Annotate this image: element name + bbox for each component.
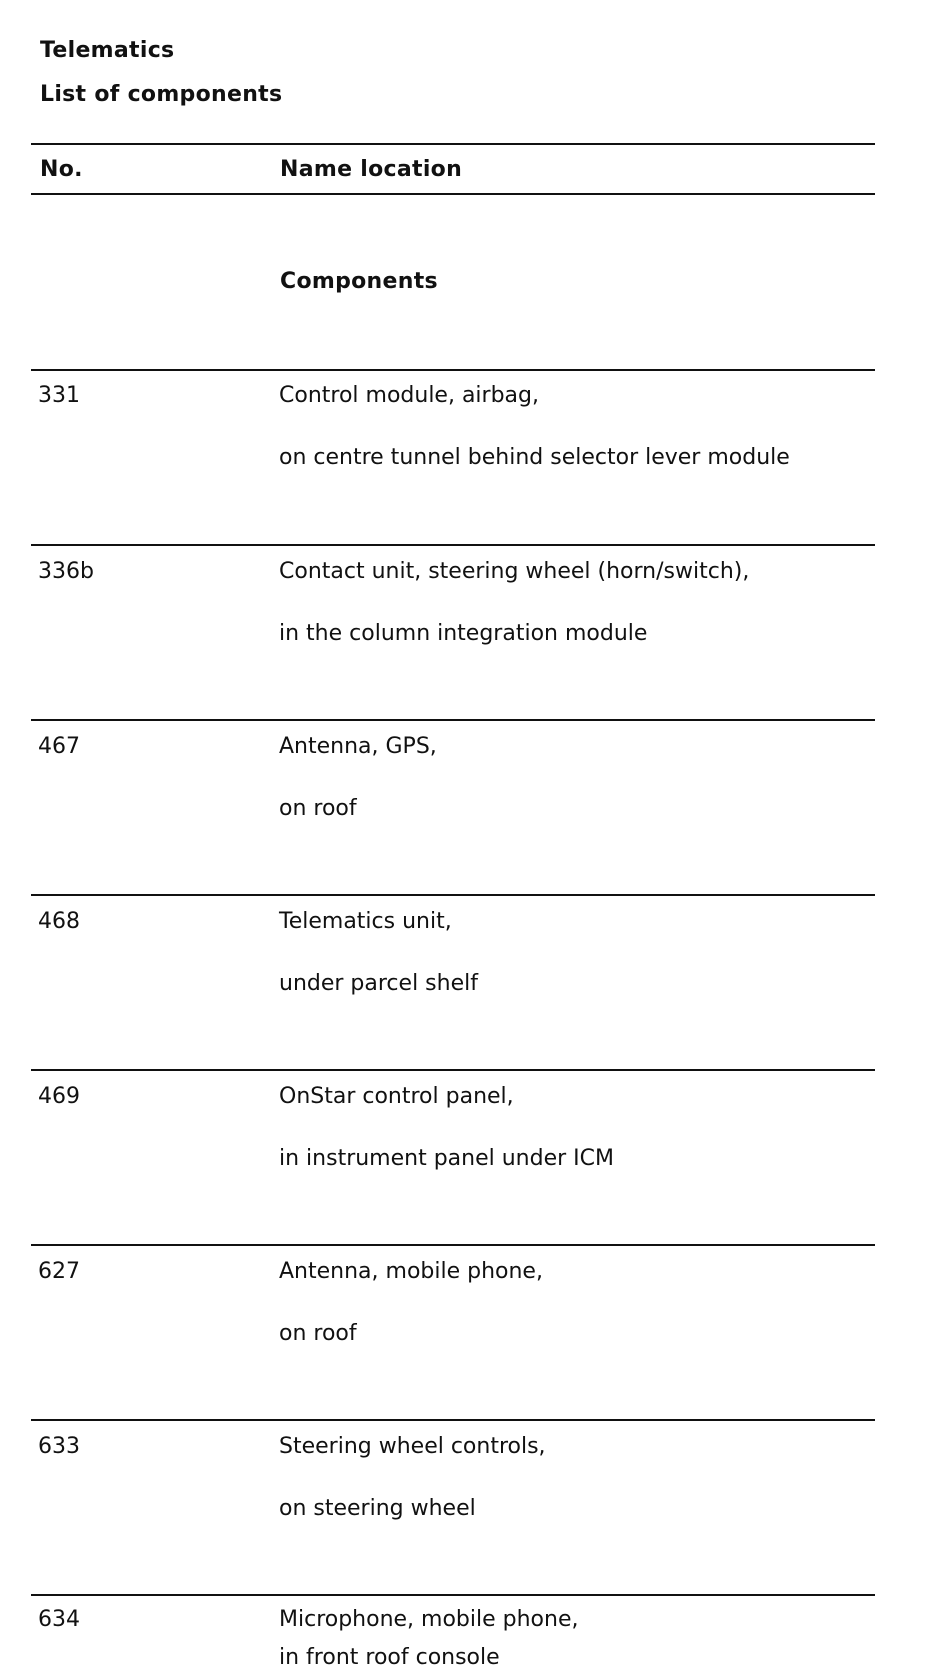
row-divider bbox=[31, 719, 875, 721]
row-divider bbox=[31, 1244, 875, 1246]
table-header-rule bbox=[31, 193, 875, 195]
document-subtitle: List of components bbox=[40, 82, 283, 107]
row-number: 331 bbox=[38, 383, 80, 408]
row-component-location: on roof bbox=[279, 796, 357, 821]
row-component-location: in front roof console bbox=[279, 1645, 500, 1670]
row-component-location: under parcel shelf bbox=[279, 971, 478, 996]
table-top-rule bbox=[31, 143, 875, 145]
row-component-location: on roof bbox=[279, 1321, 357, 1346]
row-divider bbox=[31, 1069, 875, 1071]
row-component-location: on centre tunnel behind selector lever module bbox=[279, 445, 790, 470]
row-number: 467 bbox=[38, 734, 80, 759]
row-component-name: Control module, airbag, bbox=[279, 383, 539, 408]
section-heading: Components bbox=[280, 269, 438, 294]
row-component-name: Antenna, GPS, bbox=[279, 734, 437, 759]
row-number: 469 bbox=[38, 1084, 80, 1109]
column-header-name-location: Name location bbox=[280, 157, 463, 182]
row-divider bbox=[31, 1419, 875, 1421]
row-number: 634 bbox=[38, 1607, 80, 1632]
row-component-name: Telematics unit, bbox=[279, 909, 452, 934]
document-title: Telematics bbox=[40, 38, 175, 63]
row-component-location: in the column integration module bbox=[279, 621, 648, 646]
row-component-name: Steering wheel controls, bbox=[279, 1434, 546, 1459]
row-number: 336b bbox=[38, 559, 94, 584]
row-component-location: on steering wheel bbox=[279, 1496, 476, 1521]
column-header-no: No. bbox=[40, 157, 83, 182]
row-number: 468 bbox=[38, 909, 80, 934]
row-divider bbox=[31, 894, 875, 896]
row-divider bbox=[31, 1594, 875, 1596]
row-divider bbox=[31, 369, 875, 371]
row-component-name: Contact unit, steering wheel (horn/switch), bbox=[279, 559, 750, 584]
row-number: 627 bbox=[38, 1259, 80, 1284]
row-component-name: OnStar control panel, bbox=[279, 1084, 514, 1109]
row-number: 633 bbox=[38, 1434, 80, 1459]
row-component-name: Antenna, mobile phone, bbox=[279, 1259, 543, 1284]
row-component-name: Microphone, mobile phone, bbox=[279, 1607, 579, 1632]
row-component-location: in instrument panel under ICM bbox=[279, 1146, 614, 1171]
row-divider bbox=[31, 544, 875, 546]
